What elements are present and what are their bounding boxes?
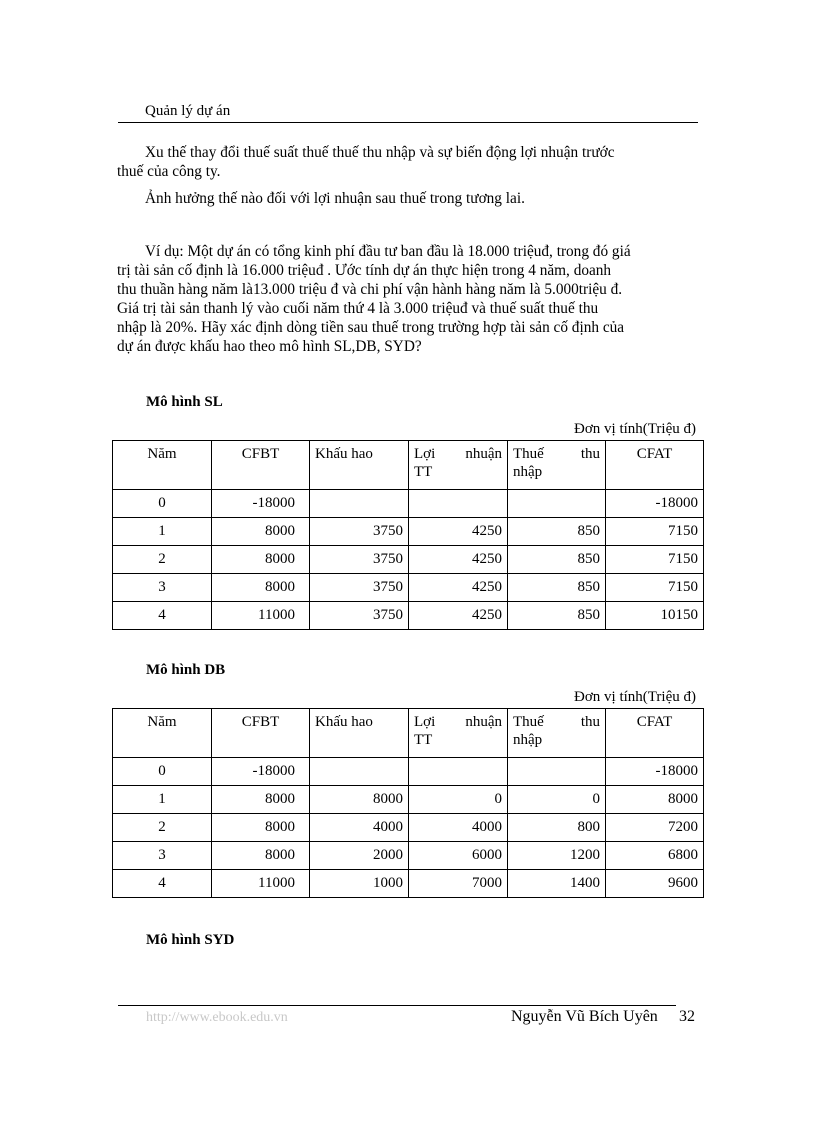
cell-tax (508, 758, 606, 786)
table-header-row (113, 441, 704, 490)
col-profit-word: TT (414, 464, 433, 480)
cell-tax (508, 490, 606, 518)
table-row (113, 602, 704, 630)
cell-cfat: 7150 (606, 518, 704, 546)
intro-paragraph-2 (117, 189, 707, 208)
db-table (112, 708, 704, 898)
cell-depreciation: 3750 (310, 574, 409, 602)
col-profit-header (409, 441, 508, 490)
cell-cfbt: 8000 (212, 814, 310, 842)
col-profit-word: Lợi (414, 714, 436, 730)
cell-cfat: 8000 (606, 786, 704, 814)
db-section-title: Mô hình DB (146, 662, 226, 678)
cell-tax: 1200 (508, 842, 606, 870)
table-row (113, 758, 704, 786)
col-cfat-header: CFAT (606, 441, 704, 490)
example-line: Giá trị tài sản thanh lý vào cuối năm thứ 4 là 3.000 triệuđ và thuế suất thuế thu (117, 300, 599, 317)
cell-profit (409, 490, 508, 518)
intro-paragraph-1 (117, 143, 707, 181)
cell-depreciation: 3750 (310, 602, 409, 630)
cell-tax: 850 (508, 574, 606, 602)
cell-cfat: 7200 (606, 814, 704, 842)
cell-depreciation: 1000 (310, 870, 409, 898)
cell-cfbt: 8000 (212, 518, 310, 546)
col-profit-word: TT (414, 732, 433, 748)
page-header-title: Quản lý dự án (145, 103, 231, 119)
cell-year: 0 (113, 758, 212, 786)
cell-depreciation: 2000 (310, 842, 409, 870)
table-header-row (113, 709, 704, 758)
table-row (113, 518, 704, 546)
col-tax-header (508, 441, 606, 490)
cell-cfbt: 8000 (212, 786, 310, 814)
table-row (113, 842, 704, 870)
cell-depreciation (310, 758, 409, 786)
col-cfbt-header: CFBT (212, 441, 310, 490)
example-paragraph (117, 242, 707, 356)
cell-profit: 0 (409, 786, 508, 814)
col-tax-word: Thuế (513, 714, 544, 730)
cell-cfbt: 11000 (212, 602, 310, 630)
cell-cfat: -18000 (606, 490, 704, 518)
cell-year: 2 (113, 814, 212, 842)
cell-year: 1 (113, 786, 212, 814)
col-year-header: Năm (113, 709, 212, 758)
cell-year: 4 (113, 602, 212, 630)
col-tax-word: thu (580, 446, 600, 462)
cell-cfat: 7150 (606, 546, 704, 574)
col-tax-word: Thuế (513, 446, 544, 462)
sl-unit-label: Đơn vị tính(Triệu đ) (574, 421, 696, 437)
col-cfbt-header: CFBT (212, 709, 310, 758)
page-number: 32 (679, 1008, 695, 1025)
table-row (113, 490, 704, 518)
example-line: dự án được khấu hao theo mô hình SL,DB, SYD? (117, 338, 422, 355)
db-unit-label: Đơn vị tính(Triệu đ) (574, 689, 696, 705)
example-line: trị tài sản cố định là 16.000 triệuđ . Ước tính dự án thực hiện trong 4 năm, doanh (117, 262, 612, 279)
cell-cfbt: -18000 (212, 758, 310, 786)
col-profit-word: Lợi (414, 446, 436, 462)
cell-tax: 1400 (508, 870, 606, 898)
cell-cfbt: 8000 (212, 574, 310, 602)
cell-cfat: -18000 (606, 758, 704, 786)
cell-tax: 850 (508, 602, 606, 630)
footer-author: Nguyễn Vũ Bích Uyên (511, 1008, 658, 1025)
col-tax-word: nhập (513, 732, 543, 748)
footer-watermark-url: http://www.ebook.edu.vn (146, 1010, 288, 1025)
col-profit-header (409, 709, 508, 758)
sl-table (112, 440, 704, 630)
cell-profit: 4250 (409, 546, 508, 574)
col-depreciation-header: Khấu hao (310, 441, 409, 490)
table-row (113, 814, 704, 842)
cell-year: 3 (113, 842, 212, 870)
col-tax-word: thu (580, 714, 600, 730)
cell-depreciation: 3750 (310, 518, 409, 546)
intro-line: Xu thế thay đổi thuế suất thuế thuế thu nhập và sự biến động lợi nhuận trước (145, 144, 615, 161)
cell-year: 4 (113, 870, 212, 898)
cell-profit: 4000 (409, 814, 508, 842)
cell-profit: 4250 (409, 518, 508, 546)
cell-year: 3 (113, 574, 212, 602)
cell-cfbt: 8000 (212, 842, 310, 870)
cell-profit: 6000 (409, 842, 508, 870)
col-profit-word: nhuận (465, 446, 502, 462)
header-divider (118, 122, 698, 123)
cell-profit (409, 758, 508, 786)
cell-depreciation (310, 490, 409, 518)
cell-profit: 4250 (409, 602, 508, 630)
sl-section-title: Mô hình SL (146, 394, 223, 410)
cell-tax: 800 (508, 814, 606, 842)
cell-depreciation: 3750 (310, 546, 409, 574)
cell-tax: 850 (508, 518, 606, 546)
cell-tax: 850 (508, 546, 606, 574)
example-line: Ví dụ: Một dự án có tổng kinh phí đầu tư ban đầu là 18.000 triệuđ, trong đó giá (145, 243, 631, 260)
cell-tax: 0 (508, 786, 606, 814)
cell-year: 2 (113, 546, 212, 574)
col-profit-word: nhuận (465, 714, 502, 730)
cell-cfbt: -18000 (212, 490, 310, 518)
col-tax-word: nhập (513, 464, 543, 480)
table-row (113, 786, 704, 814)
table-row (113, 870, 704, 898)
cell-profit: 7000 (409, 870, 508, 898)
table-row (113, 574, 704, 602)
cell-cfat: 9600 (606, 870, 704, 898)
col-year-header: Năm (113, 441, 212, 490)
intro-line: Ảnh hưởng thế nào đối với lợi nhuận sau thuế trong tương lai. (145, 190, 525, 207)
cell-cfbt: 8000 (212, 546, 310, 574)
cell-cfbt: 11000 (212, 870, 310, 898)
cell-cfat: 6800 (606, 842, 704, 870)
col-tax-header (508, 709, 606, 758)
cell-profit: 4250 (409, 574, 508, 602)
col-depreciation-header: Khấu hao (310, 709, 409, 758)
table-row (113, 546, 704, 574)
intro-line: thuế của công ty. (117, 163, 221, 180)
example-line: nhập là 20%. Hãy xác định dòng tiền sau thuế trong trường hợp tài sản cố định của (117, 319, 625, 336)
col-cfat-header: CFAT (606, 709, 704, 758)
cell-year: 0 (113, 490, 212, 518)
syd-section-title: Mô hình SYD (146, 932, 235, 948)
example-line: thu thuần hàng năm là13.000 triệu đ và chi phí vận hành hàng năm là 5.000triệu đ. (117, 281, 623, 298)
cell-depreciation: 4000 (310, 814, 409, 842)
cell-year: 1 (113, 518, 212, 546)
cell-cfat: 10150 (606, 602, 704, 630)
footer-divider (118, 1005, 676, 1006)
cell-cfat: 7150 (606, 574, 704, 602)
cell-depreciation: 8000 (310, 786, 409, 814)
